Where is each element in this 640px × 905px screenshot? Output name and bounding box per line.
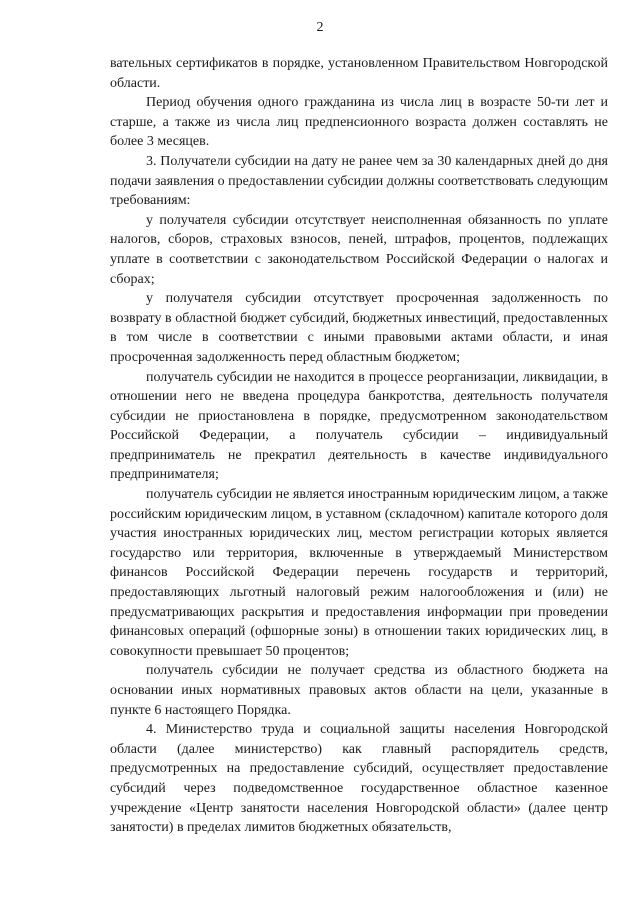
document-body	[110, 54, 608, 838]
paragraph-no-other-funding: получатель субсидии не получает средства из областного бюджета на основании иных нормативных правовых актов области на цели, указанные в пункте 6 настоящего Порядка.	[110, 663, 608, 718]
paragraph-section-3-requirements: 3. Получатели субсидии на дату не ранее чем за 30 календарных дней до дня подачи заявления о предоставлении субсидии должны соответствовать следующим требованиям:	[110, 153, 608, 209]
paragraph-no-overdue-budget-debt: у получателя субсидии отсутствует просроченная задолженность по возврату в областной бюджет субсидий, бюджетных инвестиций, предоставленных в том числе в соответствии с иными правовыми актами области, и иная просроченная задолженность перед областным бюджетом;	[110, 291, 608, 365]
paragraph-certificates-continuation: вательных сертификатов в порядке, установленном Правительством Новгородской области.	[110, 56, 608, 91]
page-number: 2	[316, 20, 324, 35]
paragraph-no-reorganization: получатель субсидии не находится в процессе реорганизации, ликвидации, в отношении него не введена процедура банкротства, деятельность получателя субсидии не приостановлена в порядке, предусмотренном законодательством Российской Федерации, а получатель субсидии – индивидуальный предприниматель не прекратил деятельность в качестве индивидуального предпринимателя;	[110, 369, 608, 483]
paragraph-no-tax-debt: у получателя субсидии отсутствует неисполненная обязанность по уплате налогов, сборов, страховых взносов, пеней, штрафов, процентов, подлежащих уплате в соответствии с законодательством Российской Федерации о налогах и сборах;	[110, 212, 608, 287]
paragraph-not-foreign-entity: получатель субсидии не является иностранным юридическим лицом, а также российским юридическим лицом, в уставном (складочном) капитале которого доля участия иностранных юридических лиц, местом регистрации которых является государство или территория, включенные в утверждаемый Министерством финансов Российской Федерации перечень государств и территорий, предоставляющих льготный налоговый режим налогообложения и (или) не предусматривающих раскрытия и предоставления информации при проведении финансовых операций (офшорные зоны) в отношении таких юридических лиц, в совокупности превышает 50 процентов;	[110, 487, 608, 659]
paragraph-section-4-ministry: 4. Министерство труда и социальной защиты населения Новгородской области (далее министерство) как главный распорядитель средств, предусмотренных на предоставление субсидий, осуществляет предоставление субсидий через подведомственное государственное областное казенное учреждение «Центр занятости населения Новгородской области» (далее центр занятости) в пределах лимитов бюджетных обязательств,	[110, 722, 608, 836]
paragraph-training-period: Период обучения одного гражданина из числа лиц в возрасте 50-ти лет и старше, а также из числа лиц предпенсионного возраста должен составлять не более 3 месяцев.	[110, 95, 608, 150]
